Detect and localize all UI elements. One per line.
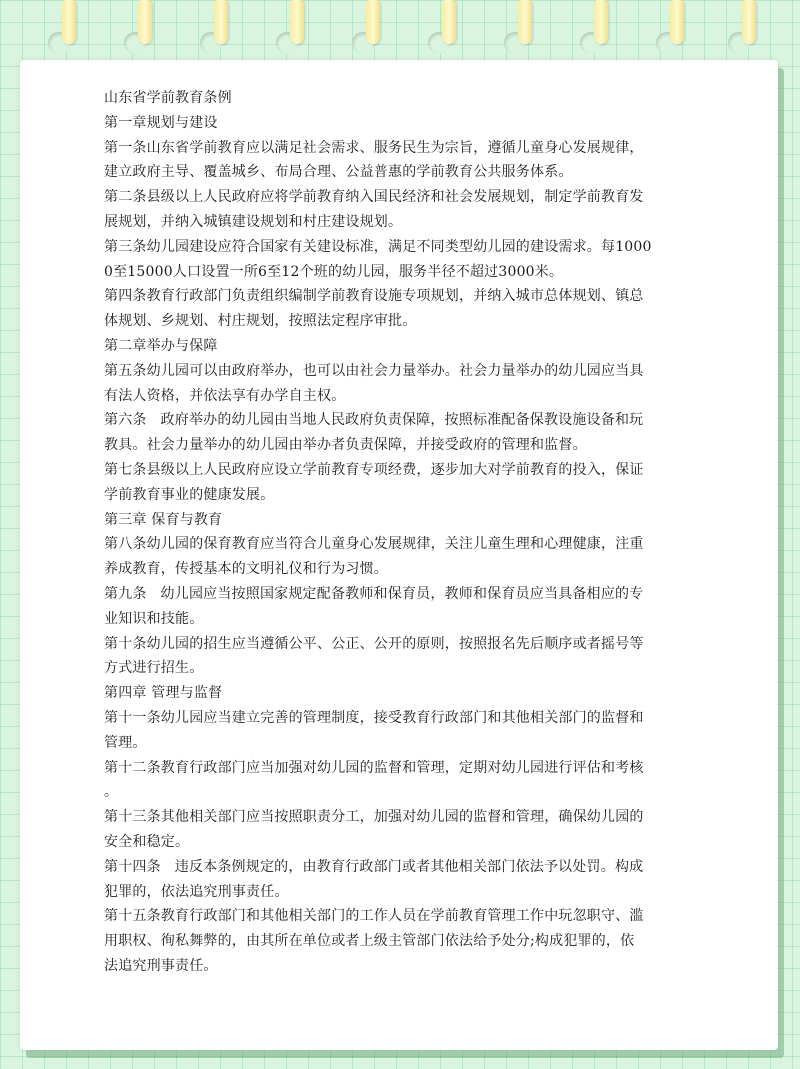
- ring-tab: [290, 0, 304, 44]
- ring-tab: [670, 0, 684, 44]
- article-line: 安全和稳定。: [104, 833, 190, 850]
- article-line: 第五条幼儿园可以由政府举办，也可以由社会力量举办。社会力量举办的幼儿园应当具: [104, 362, 644, 379]
- article-line: 教具。社会力量举办的幼儿园由举办者负责保障，并接受政府的管理和监督。: [104, 437, 587, 454]
- article-line: 。: [104, 784, 119, 801]
- chapter-heading: 第一章规划与建设: [104, 114, 218, 131]
- ring-tab: [518, 0, 532, 44]
- article-line: 第二条县级以上人民政府应将学前教育纳入国民经济和社会发展规划，制定学前教育发: [104, 189, 644, 206]
- article-line: 第十条幼儿园的招生应当遵循公平、公正、公开的原则，按照报名先后顺序或者摇号等: [104, 635, 644, 652]
- document-title: 山东省学前教育条例: [104, 90, 232, 106]
- ring-tab: [62, 0, 76, 44]
- article-line: 体规划、乡规划、村庄规划，按照法定程序审批。: [104, 313, 417, 330]
- ring-tab: [594, 0, 608, 44]
- ring-tab: [742, 0, 756, 44]
- article-line: 第九条 幼儿园应当按照国家规定配备教师和保育员，教师和保育员应当具备相应的专: [104, 585, 644, 602]
- binder-rings: [0, 0, 800, 70]
- article-line: 第十三条其他相关部门应当按照职责分工，加强对幼儿园的监督和管理，确保幼儿园的: [104, 809, 644, 826]
- article-line: 第十二条教育行政部门应当加强对幼儿园的监督和管理，定期对幼儿园进行评估和考核: [104, 759, 644, 776]
- article-line: 第十一条幼儿园应当建立完善的管理制度，接受教育行政部门和其他相关部门的监督和: [104, 709, 644, 726]
- article-line: 学前教育事业的健康发展。: [104, 486, 275, 503]
- article-line: 展规划，并纳入城镇建设规划和村庄建设规划。: [104, 213, 403, 230]
- ring-tab: [214, 0, 228, 44]
- article-line: 第一条山东省学前教育应以满足社会需求、服务民生为宗旨，遵循儿童身心发展规律，: [104, 139, 644, 156]
- ring-tab: [366, 0, 380, 44]
- article-line: 用职权、徇私舞弊的，由其所在单位或者上级主管部门依法给予处分;构成犯罪的，依: [104, 933, 635, 950]
- article-line: 第三条幼儿园建设应符合国家有关建设标准，满足不同类型幼儿园的建设需求。每1000: [104, 238, 652, 255]
- article-line: 业知识和技能。: [104, 610, 204, 627]
- chapter-heading: 第三章 保育与教育: [104, 511, 223, 528]
- article-line: 第七条县级以上人民政府应设立学前教育专项经费，逐步加大对学前教育的投入，保证: [104, 461, 644, 478]
- article-line: 0至15000人口设置一所6至12个班的幼儿园，服务半径不超过3000米。: [104, 263, 564, 280]
- ring-tab: [138, 0, 152, 44]
- article-line: 第十四条 违反本条例规定的，由教育行政部门或者其他相关部门依法予以处罚。构成: [104, 858, 644, 875]
- article-line: 第八条幼儿园的保育教育应当符合儿童身心发展规律，关注儿童生理和心理健康，注重: [104, 536, 644, 553]
- article-line: 养成教育，传授基本的文明礼仪和行为习惯。: [104, 561, 388, 578]
- article-line: 第四条教育行政部门负责组织编制学前教育设施专项规划，并纳入城市总体规划、镇总: [104, 288, 644, 305]
- article-line: 第十五条教育行政部门和其他相关部门的工作人员在学前教育管理工作中玩忽职守、滥: [104, 908, 644, 925]
- article-line: 方式进行招生。: [104, 660, 204, 677]
- ring-tab: [442, 0, 456, 44]
- article-line: 第六条 政府举办的幼儿园由当地人民政府负责保障，按照标准配备保教设施设备和玩: [104, 412, 644, 429]
- article-line: 犯罪的，依法追究刑事责任。: [104, 883, 289, 900]
- chapter-heading: 第四章 管理与监督: [104, 685, 223, 702]
- chapter-heading: 第二章举办与保障: [104, 337, 218, 354]
- article-line: 法追究刑事责任。: [104, 957, 218, 974]
- article-line: 有法人资格，并依法享有办学自主权。: [104, 387, 346, 404]
- article-line: 管理。: [104, 734, 147, 751]
- article-line: 建立政府主导、覆盖城乡、布局合理、公益普惠的学前教育公共服务体系。: [104, 164, 573, 181]
- document-body: [104, 86, 714, 979]
